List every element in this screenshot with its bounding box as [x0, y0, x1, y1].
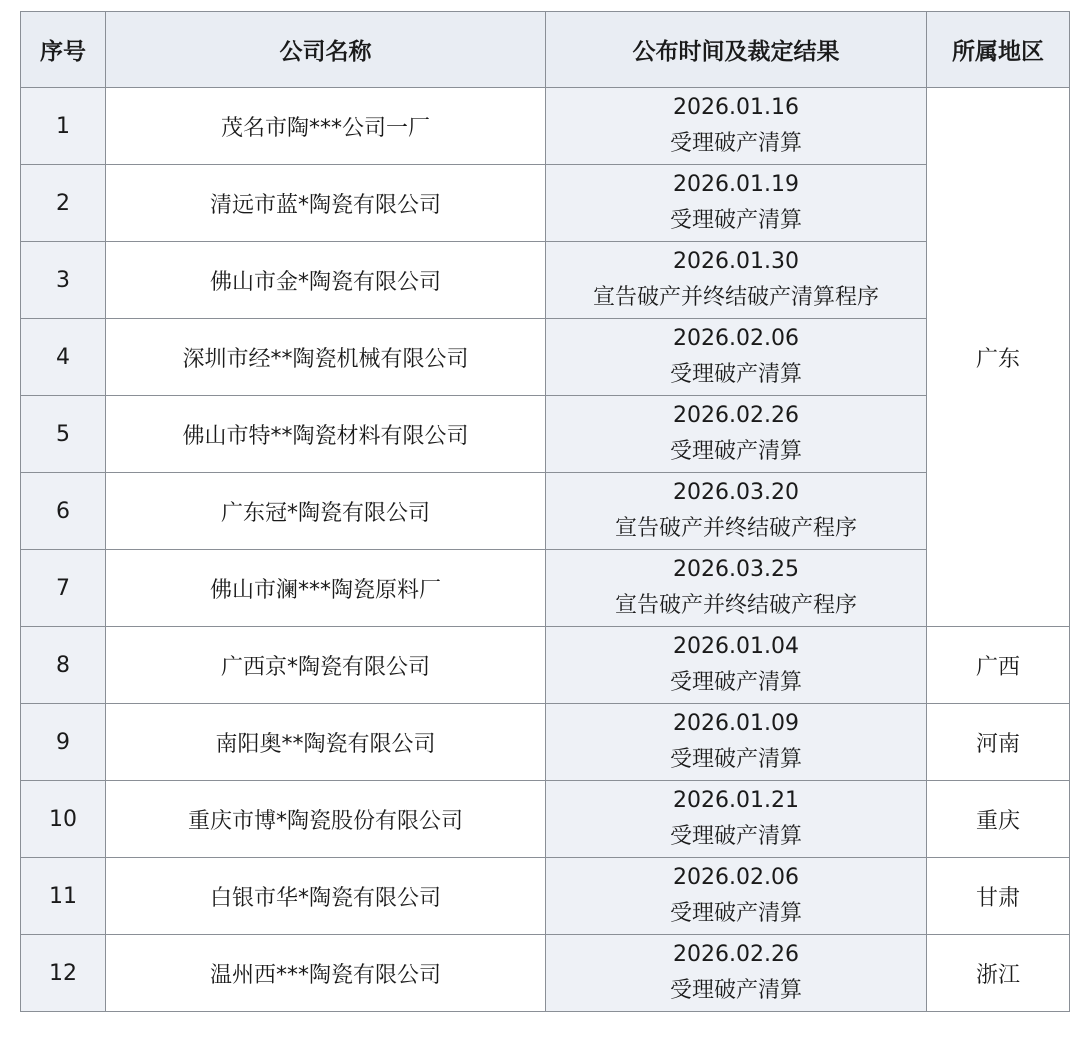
company-name: 深圳市经**陶瓷机械有限公司 [106, 319, 546, 396]
company-name: 南阳奥**陶瓷有限公司 [106, 704, 546, 781]
table-row [21, 550, 1070, 627]
company-name: 温州西***陶瓷有限公司 [106, 935, 546, 1012]
header-company: 公司名称 [106, 12, 546, 88]
row-number: 8 [21, 627, 106, 704]
table-body [21, 88, 1070, 1012]
publish-date: 2026.01.30 [673, 249, 799, 274]
date-result-cell [546, 781, 927, 858]
company-name: 佛山市特**陶瓷材料有限公司 [106, 396, 546, 473]
publish-date: 2026.02.06 [673, 326, 799, 351]
company-name: 广东冠*陶瓷有限公司 [106, 473, 546, 550]
ruling-result: 受理破产清算 [669, 362, 802, 387]
date-result-cell [546, 627, 927, 704]
table-row [21, 242, 1070, 319]
table-row [21, 165, 1070, 242]
region-cell: 重庆 [927, 781, 1070, 858]
company-name: 佛山市澜***陶瓷原料厂 [106, 550, 546, 627]
table-row [21, 858, 1070, 935]
date-result-cell [546, 473, 927, 550]
table-row [21, 396, 1070, 473]
ruling-result: 受理破产清算 [669, 208, 802, 233]
publish-date: 2026.02.26 [673, 403, 799, 428]
date-result-cell [546, 396, 927, 473]
region-cell: 广西 [927, 627, 1070, 704]
date-result-cell [546, 165, 927, 242]
region-cell: 甘肃 [927, 858, 1070, 935]
table-row [21, 935, 1070, 1012]
date-result-cell [546, 935, 927, 1012]
publish-date: 2026.03.25 [673, 557, 799, 582]
publish-date: 2026.01.04 [673, 634, 799, 659]
company-name: 广西京*陶瓷有限公司 [106, 627, 546, 704]
company-name: 佛山市金*陶瓷有限公司 [106, 242, 546, 319]
row-number: 6 [21, 473, 106, 550]
publish-date: 2026.02.26 [673, 942, 799, 967]
company-name: 清远市蓝*陶瓷有限公司 [106, 165, 546, 242]
header-date-result: 公布时间及裁定结果 [546, 12, 927, 88]
ruling-result: 受理破产清算 [669, 670, 802, 695]
table-header [21, 12, 1070, 88]
date-result-cell [546, 88, 927, 165]
ruling-result: 宣告破产并终结破产程序 [614, 516, 857, 541]
ruling-result: 受理破产清算 [669, 747, 802, 772]
ruling-result: 受理破产清算 [669, 439, 802, 464]
publish-date: 2026.01.21 [673, 788, 799, 813]
row-number: 7 [21, 550, 106, 627]
ruling-result: 受理破产清算 [669, 131, 802, 156]
header-no: 序号 [21, 12, 106, 88]
company-name: 白银市华*陶瓷有限公司 [106, 858, 546, 935]
row-number: 1 [21, 88, 106, 165]
row-number: 3 [21, 242, 106, 319]
table-row [21, 319, 1070, 396]
table-row [21, 473, 1070, 550]
table-row [21, 704, 1070, 781]
region-cell: 广东 [927, 88, 1070, 627]
date-result-cell [546, 319, 927, 396]
company-name: 茂名市陶***公司一厂 [106, 88, 546, 165]
date-result-cell [546, 858, 927, 935]
date-result-cell [546, 242, 927, 319]
ruling-result: 宣告破产并终结破产程序 [614, 593, 857, 618]
publish-date: 2026.02.06 [673, 865, 799, 890]
row-number: 2 [21, 165, 106, 242]
header-region: 所属地区 [927, 12, 1070, 88]
row-number: 12 [21, 935, 106, 1012]
header-row [21, 12, 1070, 88]
publish-date: 2026.01.09 [673, 711, 799, 736]
ruling-result: 受理破产清算 [669, 978, 802, 1003]
row-number: 11 [21, 858, 106, 935]
region-cell: 浙江 [927, 935, 1070, 1012]
date-result-cell [546, 550, 927, 627]
region-cell: 河南 [927, 704, 1070, 781]
row-number: 5 [21, 396, 106, 473]
publish-date: 2026.01.16 [673, 95, 799, 120]
table-row [21, 781, 1070, 858]
ruling-result: 受理破产清算 [669, 824, 802, 849]
publish-date: 2026.03.20 [673, 480, 799, 505]
row-number: 10 [21, 781, 106, 858]
table-row [21, 627, 1070, 704]
row-number: 9 [21, 704, 106, 781]
ruling-result: 宣告破产并终结破产清算程序 [592, 285, 879, 310]
bankruptcy-table [20, 11, 1070, 1012]
company-name: 重庆市博*陶瓷股份有限公司 [106, 781, 546, 858]
row-number: 4 [21, 319, 106, 396]
ruling-result: 受理破产清算 [669, 901, 802, 926]
date-result-cell [546, 704, 927, 781]
table-row [21, 88, 1070, 165]
publish-date: 2026.01.19 [673, 172, 799, 197]
